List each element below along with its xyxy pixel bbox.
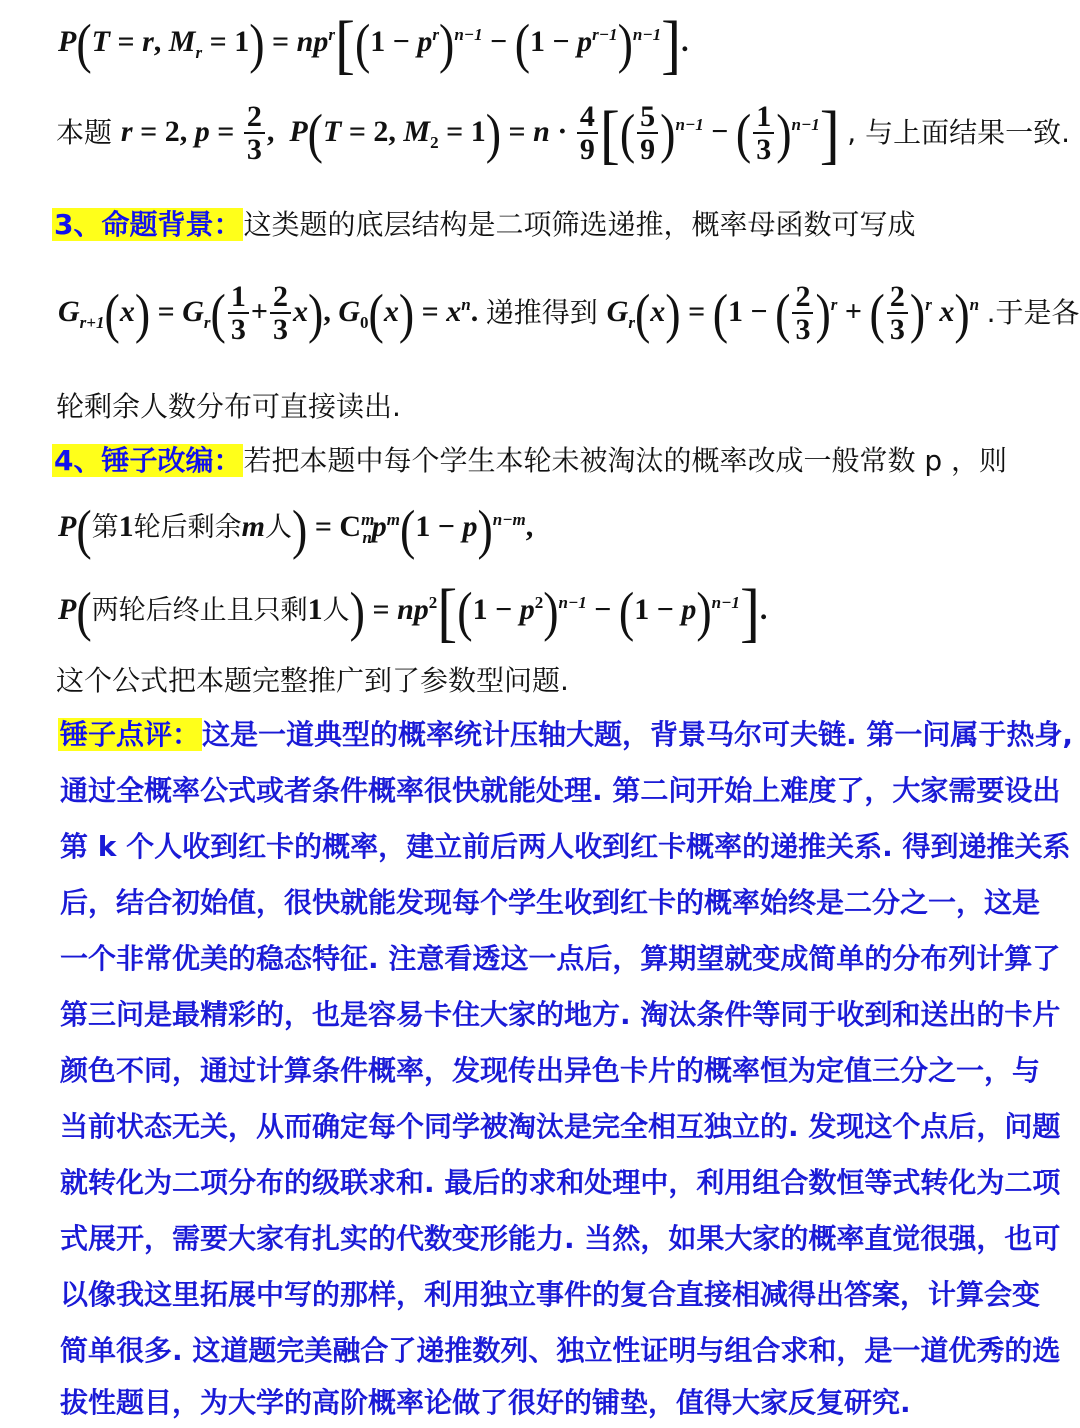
section-4-formula-1: P(第1轮后剩余m人) = $C^m_np^m(1 - p)^{n-m}$, bbox=[58, 498, 534, 561]
section-3-formula-mid: 递推得到 bbox=[485, 295, 598, 329]
review-line-12: 拔性题目，为大学的高阶概率论做了很好的铺垫，值得大家反复研究. bbox=[60, 1386, 911, 1419]
review-line-10: 以像我这里拓展中写的那样，利用独立事件的复合直接相减得出答案，计算会变 bbox=[60, 1278, 1041, 1311]
section-4-heading bbox=[52, 444, 1080, 478]
section-4-conclusion: 这个公式把本题完整推广到了参数型问题. bbox=[56, 664, 569, 697]
review-line-0: 锤子点评：这是一道典型的概率统计压轴大题，背景马尔可夫链. 第一问属于热身, bbox=[60, 718, 1074, 751]
section-3-heading bbox=[52, 208, 1080, 242]
section-4-text: 若把本题中每个学生本轮未被淘汰的概率改成一般常数 p ，则 bbox=[243, 444, 1008, 477]
line2-suffix: , 与上面结果一致. bbox=[847, 116, 1070, 150]
formula-line-2: 本题 r = 2, p = $\frac{2}{3}$ , P(T = 2, $M_2 = 1) = n$ · $\frac{4}{9}$ [( $\frac{5}{9}$ )$^{n-1}$ − ( $\frac{1}{3}$ )$^{n-1}$] , 与上面结果一致. bbox=[56, 97, 1070, 171]
formula-line-1: P(T = r, $M_r = 1) = np^r[(1 - p^r)^{n-1} - (1 - p^{r-1})^{n-1}]$. bbox=[58, 7, 689, 81]
section-3-text: 这类题的底层结构是二项筛选递推，概率母函数可写成 bbox=[243, 208, 916, 241]
review-line-2: 第 k 个人收到红卡的概率，建立前后两人收到红卡概率的递推关系. 得到递推关系 bbox=[60, 830, 1071, 863]
section-3-formula: $G_{r+1}(x) = G_r$( $\frac{1}{3}$ + $\frac{2}{3}$ x), $G_0(x) = x^n$. 递推得到 $G_r(x) = (1$ − ( $\frac{2}{3}$ )$^r$ + ( $\frac{2}{3}$ )$^r$ x)$^n$ .于是各 bbox=[58, 280, 1080, 346]
section-4-label: 4、锤子改编： bbox=[54, 444, 242, 477]
line2-prefix: 本题 bbox=[56, 116, 113, 150]
review-line-9: 式展开，需要大家有扎实的代数变形能力. 当然，如果大家的概率直觉很强，也可 bbox=[60, 1222, 1061, 1255]
review-line-6: 颜色不同，通过计算条件概率，发现传出异色卡片的概率恒为定值三分之一，与 bbox=[60, 1054, 1041, 1087]
review-line-1: 通过全概率公式或者条件概率很快就能处理. 第二问开始上难度了，大家需要设出 bbox=[60, 774, 1061, 807]
section-3-formula-end: .于是各 bbox=[986, 295, 1080, 329]
review-line-11: 简单很多. 这道题完美融合了递推数列、独立性证明与组合求和，是一道优秀的选 bbox=[60, 1334, 1061, 1367]
review-line-3: 后，结合初始值，很快就能发现每个学生收到红卡的概率始终是二分之一，这是 bbox=[60, 886, 1041, 919]
review-label: 锤子点评： bbox=[60, 718, 201, 751]
review-line-8: 就转化为二项分布的级联求和. 最后的求和处理中，利用组合数恒等式转化为二项 bbox=[60, 1166, 1061, 1199]
review-line-7: 当前状态无关，从而确定每个同学被淘汰是完全相互独立的. 发现这个点后，问题 bbox=[60, 1110, 1061, 1143]
review-line-4: 一个非常优美的稳态特征. 注意看透这一点后，算期望就变成简单的分布列计算了 bbox=[60, 942, 1061, 975]
section-3-continuation: 轮剩余人数分布可直接读出. bbox=[56, 390, 401, 423]
review-line-5: 第三问是最精彩的，也是容易卡住大家的地方. 淘汰条件等同于收到和送出的卡片 bbox=[60, 998, 1061, 1031]
section-3-label: 3、命题背景： bbox=[54, 208, 242, 241]
section-4-formula-2: P(两轮后终止且只剩1人) = $np^2[(1 - p^2)^{n-1} - (1 - p)^{n-1}]$. bbox=[58, 575, 768, 649]
